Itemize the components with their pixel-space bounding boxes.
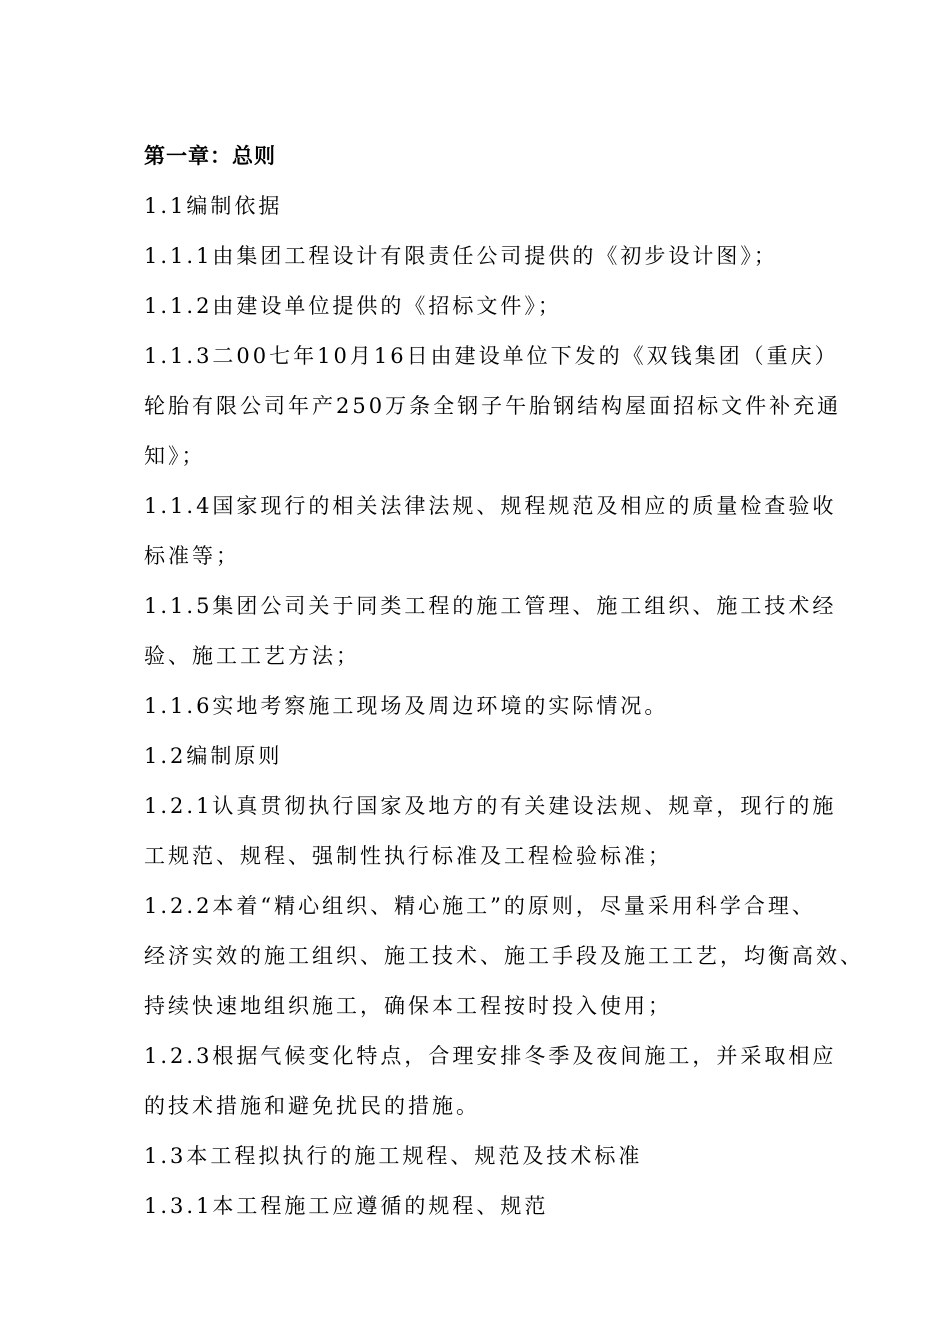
text-line: 持续快速地组织施工，确保本工程按时投入使用； [144,994,672,1018]
text-line: 1.1.1由集团工程设计有限责任公司提供的《初步设计图》； [144,244,778,268]
text-line: 1.1.6实地考察施工现场及周边环境的实际情况。 [144,694,669,718]
text-line: 经济实效的施工组织、施工技术、施工手段及施工工艺，均衡高效、 [144,944,864,968]
section-heading-1-2: 1.2编制原则 [144,744,283,768]
document-body [144,131,864,1231]
text-line: 的技术措施和避免扰民的措施。 [144,1094,480,1118]
text-line: 轮胎有限公司年产250万条全钢子午胎钢结构屋面招标文件补充通 [144,394,842,418]
text-line: 1.2.2本着“精心组织、精心施工”的原则，尽量采用科学合理、 [144,894,816,918]
text-line: 1.2.1认真贯彻执行国家及地方的有关建设法规、规章，现行的施 [144,794,837,818]
section-heading-1-1: 1.1编制依据 [144,194,283,218]
text-line: 1.1.4国家现行的相关法律法规、规程规范及相应的质量检查验收 [144,494,837,518]
text-line: 工规范、规程、强制性执行标准及工程检验标准； [144,844,672,868]
text-line: 1.3.1本工程施工应遵循的规程、规范 [144,1194,549,1218]
text-line: 验、施工工艺方法； [144,644,360,668]
text-line: 1.1.3二00七年10月16日由建设单位下发的《双钱集团（重庆） [144,344,839,368]
text-line: 1.2.3根据气候变化特点，合理安排冬季及夜间施工，并采取相应 [144,1044,837,1068]
text-line: 标准等； [144,544,240,568]
chapter-title: 第一章：总则 [144,144,276,168]
text-line: 1.1.2由建设单位提供的《招标文件》； [144,294,562,318]
section-heading-1-3: 1.3本工程拟执行的施工规程、规范及技术标准 [144,1144,643,1168]
text-line: 知》； [144,444,206,468]
text-line: 1.1.5集团公司关于同类工程的施工管理、施工组织、施工技术经 [144,594,837,618]
